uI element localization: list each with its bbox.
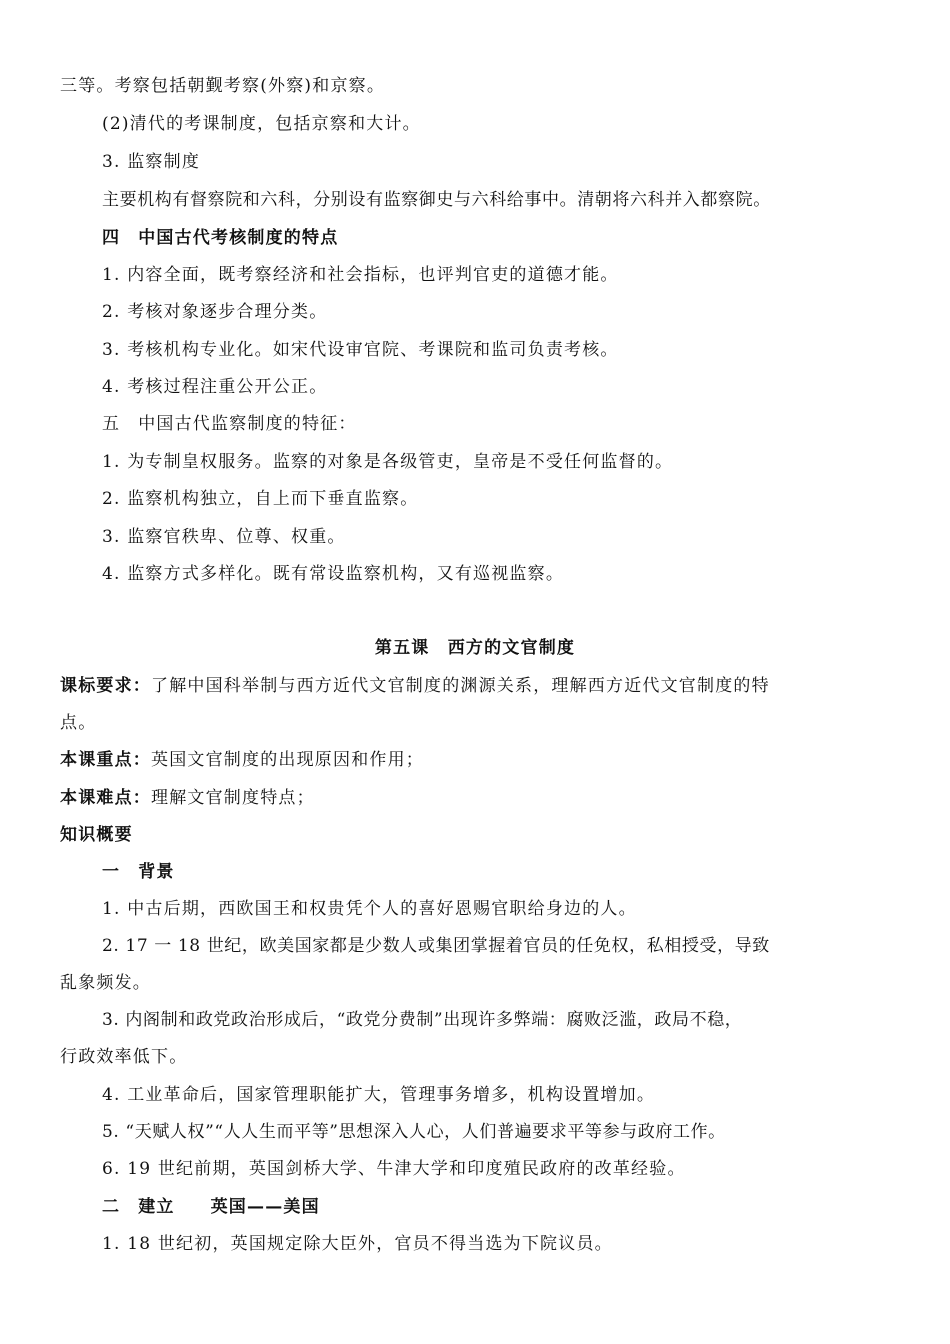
section-heading (102, 226, 942, 250)
requirement-line (60, 674, 900, 698)
text-line: 主要机构有督察院和六科，分别设有监察御史与六科给事中。清朝将六科并入都察院。 (102, 190, 771, 210)
section-heading (102, 412, 942, 436)
list-item: 3. 考核机构专业化。如宋代设审官院、考课院和监司负责考核。 (102, 340, 619, 360)
requirement-label: 课标要求： (60, 676, 151, 696)
lesson-title: 第五课 西方的文官制度 (374, 638, 576, 658)
list-item: 1. 18 世纪初，英国规定除大臣外，官员不得当选为下院议员。 (102, 1234, 613, 1254)
section-number: 五 (102, 414, 121, 434)
section-heading (102, 1195, 942, 1219)
list-item: 3. 内阁制和政党政治形成后，“政党分费制”出现许多弊端：腐败泛滥，政局不稳， (102, 1010, 743, 1030)
section-title: 建立 (138, 1197, 175, 1217)
list-item: 4. 考核过程注重公开公正。 (102, 377, 328, 397)
list-item: 1. 为专制皇权服务。监察的对象是各级管吏，皇帝是不受任何监督的。 (102, 452, 674, 472)
section-heading (102, 860, 942, 884)
text-line: 乱象频发。 (60, 973, 151, 993)
section-subtitle: 英国——美国 (210, 1197, 320, 1217)
list-item: 6. 19 世纪前期，英国剑桥大学、牛津大学和印度殖民政府的改革经验。 (102, 1159, 686, 1179)
text-line: 3. 监察制度 (102, 152, 201, 172)
text-line: 点。 (60, 713, 97, 733)
key-point-label: 本课重点： (60, 750, 151, 770)
text-line: 行政效率低下。 (60, 1047, 188, 1067)
difficulty-label: 本课难点： (60, 788, 151, 808)
list-item: 3. 监察官秩卑、位尊、权重。 (102, 527, 346, 547)
difficulty-text: 理解文官制度特点； (151, 788, 315, 808)
list-item: 1. 内容全面，既考察经济和社会指标，也评判官吏的道德才能。 (102, 265, 619, 285)
list-item: 5. “天赋人权”“人人生而平等”思想深入人心，人们普遍要求平等参与政府工作。 (102, 1122, 726, 1142)
overview-heading: 知识概要 (60, 825, 133, 845)
difficulty-line (60, 786, 900, 810)
section-number: 一 (102, 862, 121, 882)
section-title: 背景 (138, 862, 175, 882)
list-item: 4. 工业革命后，国家管理职能扩大，管理事务增多，机构设置增加。 (102, 1085, 656, 1105)
key-point-text: 英国文官制度的出现原因和作用； (151, 750, 424, 770)
requirement-text: 了解中国科举制与西方近代文官制度的渊源关系，理解西方近代文官制度的特 (151, 676, 770, 696)
list-item: 2. 17 一 18 世纪，欧美国家都是少数人或集团掌握着官员的任免权，私相授受，导致 (102, 936, 770, 956)
section-number: 四 (102, 228, 121, 248)
list-item: 4. 监察方式多样化。既有常设监察机构，又有巡视监察。 (102, 564, 565, 584)
list-item: 2. 监察机构独立，自上而下垂直监察。 (102, 489, 419, 509)
section-title: 中国古代监察制度的特征： (138, 414, 357, 434)
list-item: 1. 中古后期，西欧国王和权贵凭个人的喜好恩赐官职给身边的人。 (102, 899, 637, 919)
key-point-line (60, 748, 900, 772)
list-item: 2. 考核对象逐步合理分类。 (102, 302, 328, 322)
text-line: (2)清代的考课制度，包括京察和大计。 (102, 114, 421, 134)
section-title: 中国古代考核制度的特点 (138, 228, 339, 248)
text-line: 三等。考察包括朝觐考察(外察)和京察。 (60, 76, 386, 96)
section-number: 二 (102, 1197, 121, 1217)
